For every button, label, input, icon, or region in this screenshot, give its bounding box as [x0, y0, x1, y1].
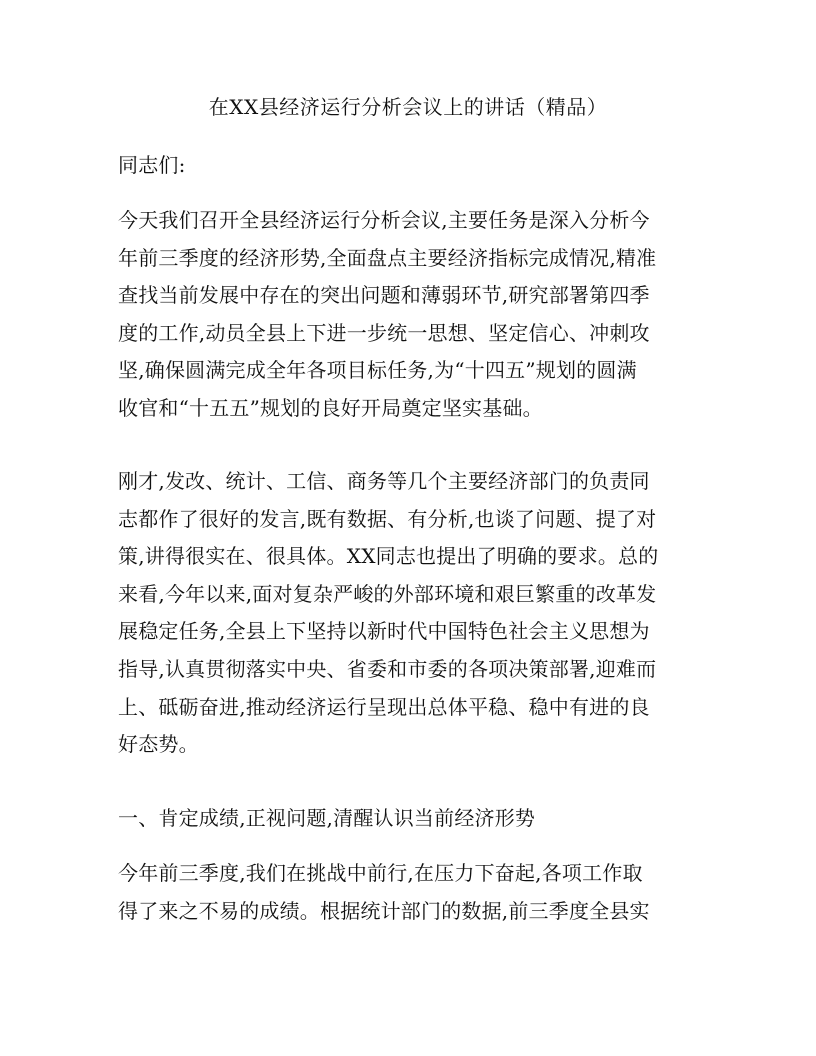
paragraph-line: 度的工作,动员全县上下进一步统一思想、坚定信心、冲刺攻 — [118, 320, 650, 345]
paragraph-line: 上、砥砺奋进,推动经济运行呈现出总体平稳、稳中有进的良 — [118, 694, 650, 719]
paragraph-line: 今年前三季度,我们在挑战中前行,在压力下奋起,各项工作取 — [118, 861, 643, 885]
paragraph-line: 查找当前发展中存在的突出问题和薄弱环节,研究部署第四季 — [118, 283, 650, 308]
salutation — [118, 147, 708, 185]
paragraph-3 — [118, 855, 708, 930]
paragraph-1 — [118, 202, 708, 428]
paragraph-line: 志都作了很好的发言,既有数据、有分析,也谈了问题、提了对 — [118, 506, 657, 531]
paragraph-2 — [118, 463, 708, 764]
paragraph-line: 指导,认真贯彻落实中央、省委和市委的各项决策部署,迎难而 — [118, 656, 657, 681]
paragraph-line: 得了来之不易的成绩。根据统计部门的数据,前三季度全县实 — [118, 898, 650, 923]
paragraph-line: 收官和“十五五”规划的良好开局奠定坚实基础。 — [118, 395, 543, 420]
section-heading-1 — [118, 800, 708, 838]
paragraph-line: 来看,今年以来,面对复杂严峻的外部环境和艰巨繁重的改革发 — [118, 581, 657, 606]
paragraph-line: 年前三季度的经济形势,全面盘点主要经济指标完成情况,精准 — [118, 245, 657, 270]
paragraph-line: 坚,确保圆满完成全年各项目标任务,为“十四五”规划的圆满 — [118, 358, 637, 383]
paragraph-line: 策,讲得很实在、很具体。XX同志也提出了明确的要求。总的 — [118, 544, 659, 569]
section-heading-line: 一、肯定成绩,正视问题,清醒认识当前经济形势 — [118, 806, 536, 830]
document-title: 在XX县经济运行分析会议上的讲话（精品） — [208, 95, 608, 119]
paragraph-line: 今天我们召开全县经济运行分析会议,主要任务是深入分析今 — [118, 208, 650, 232]
paragraph-line: 展稳定任务,全县上下坚持以新时代中国特色社会主义思想为 — [118, 619, 650, 644]
paragraph-line: 好态势。 — [118, 732, 199, 757]
salutation-line: 同志们: — [118, 153, 186, 177]
paragraph-line: 刚才,发改、统计、工信、商务等几个主要经济部门的负责同 — [118, 469, 650, 493]
